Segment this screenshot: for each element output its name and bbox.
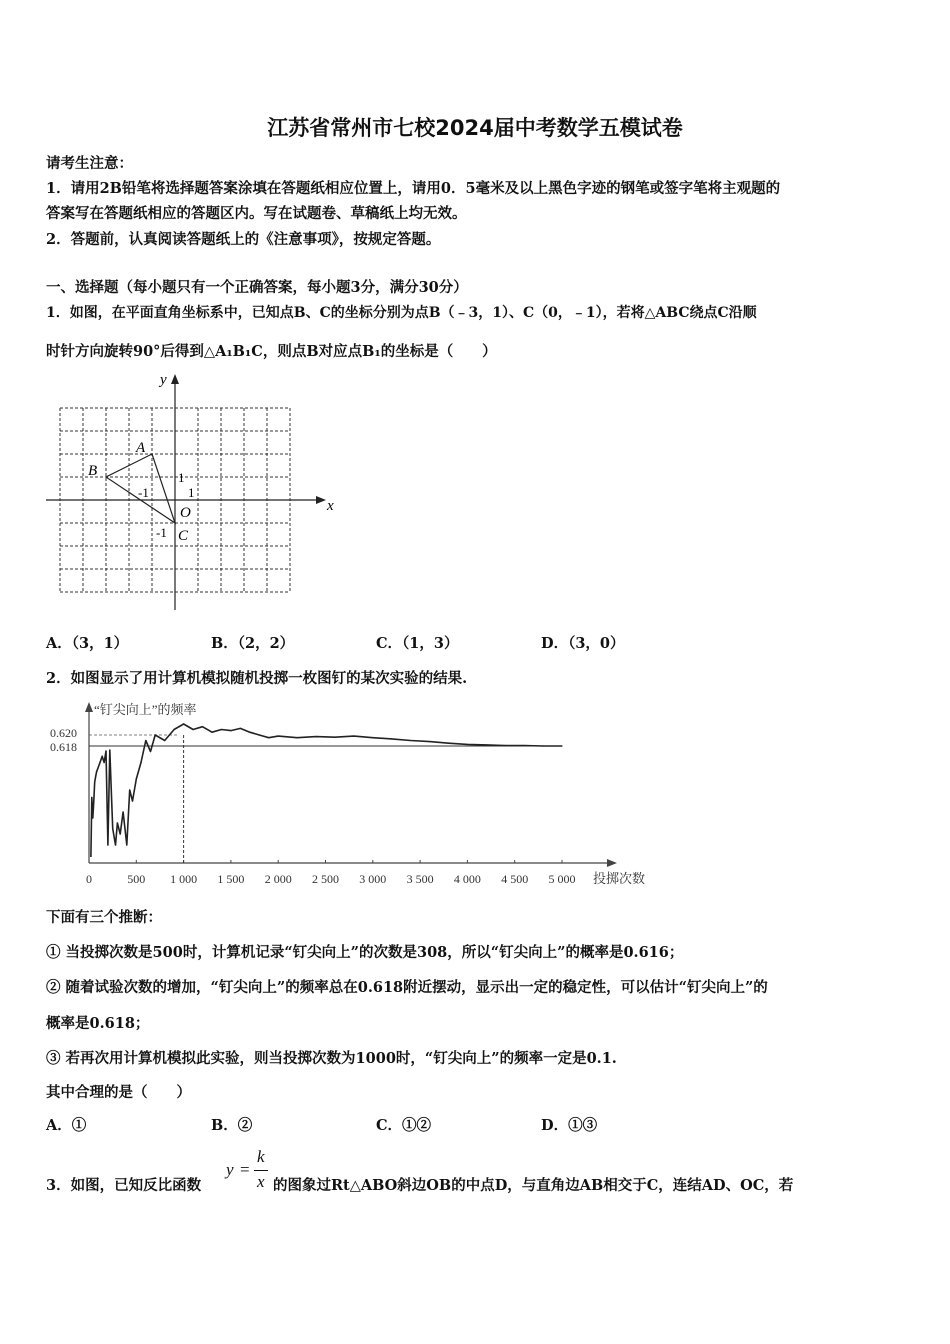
q1-option-c[interactable]: C．（1，3） <box>376 635 459 652</box>
frequency-point <box>120 833 121 834</box>
label-pos1-y: 1 <box>178 470 185 485</box>
formula-k: k <box>257 1147 265 1166</box>
frequency-point <box>372 737 373 738</box>
q2-option-a[interactable]: A．① <box>46 1117 87 1134</box>
frequency-point <box>410 740 411 741</box>
q2-line-1: 2．如图显示了用计算机模拟随机投掷一枚图钉的某次实验的结果. <box>46 670 468 687</box>
frequency-point <box>92 817 93 818</box>
frequency-point <box>334 737 335 738</box>
q2-question: 其中合理的是（ ） <box>46 1084 191 1101</box>
frequency-point <box>448 743 449 744</box>
x-tick-label: 1 000 <box>170 872 198 886</box>
frequency-point <box>112 828 113 829</box>
page-title: 江苏省常州市七校2024届中考数学五模试卷 <box>267 116 683 140</box>
frequency-point <box>140 762 141 763</box>
label-o: O <box>180 505 191 521</box>
frequency-point <box>230 730 231 731</box>
frequency-point <box>249 732 250 733</box>
notice-heading: 请考生注意： <box>46 155 133 172</box>
q1-line-2: 时针方向旋转90°后得到△A₁B₁C，则点B对应点B₁的坐标是（ ） <box>46 343 497 360</box>
q2-subheading: 下面有三个推断： <box>46 909 162 926</box>
frequency-series-line <box>91 724 562 857</box>
x-tick-label: 4 000 <box>453 872 481 886</box>
formula-y: y <box>226 1160 234 1179</box>
frequency-point <box>561 745 562 746</box>
q1-option-a[interactable]: A．（3，1） <box>46 635 129 652</box>
frequency-point <box>315 736 316 737</box>
q2-frequency-chart <box>44 698 659 890</box>
frequency-point <box>486 744 487 745</box>
chart-x-arrow <box>607 859 617 867</box>
q2-option-d[interactable]: D．①③ <box>541 1117 598 1134</box>
frequency-point <box>104 762 105 763</box>
x-tick-label: 1 500 <box>217 872 245 886</box>
frequency-point <box>96 771 97 772</box>
frequency-point <box>93 802 94 803</box>
frequency-point <box>467 744 468 745</box>
label-y: y <box>160 372 167 388</box>
q2-option-c[interactable]: C．①② <box>376 1117 432 1134</box>
label-c: C <box>178 528 189 544</box>
frequency-point <box>100 761 101 762</box>
frequency-point <box>95 776 96 777</box>
q3-suffix: 的图象过Rt△ABO斜边OB的中点D，与直角边AB相交于C，连结AD、OC，若 <box>273 1177 794 1194</box>
frequency-point <box>542 745 543 746</box>
frequency-point <box>126 844 127 845</box>
y-tick-label: 0.618 <box>50 740 77 754</box>
frequency-point <box>136 778 137 779</box>
notice-line-1a: 1．请用2B铅笔将选择题答案涂填在答题纸相应位置上，请用0．5毫米及以上黑色字迹的钢笔或签字笔将主观题的 <box>46 180 781 197</box>
q1-option-b[interactable]: B．（2，2） <box>211 635 295 652</box>
chart-xlabel: 投掷次数 <box>593 871 646 886</box>
frequency-point <box>98 766 99 767</box>
x-tick-label: 3 500 <box>406 872 434 886</box>
frequency-point <box>145 740 146 741</box>
x-tick-label: 500 <box>127 872 146 886</box>
q2-option-b[interactable]: B．② <box>211 1117 253 1134</box>
q1-line-1: 1．如图，在平面直角坐标系中，已知点B、C的坐标分别为点B（﹣3，1）、C（0，﹣1），若将△ABC绕点C沿顺 <box>46 305 757 321</box>
label-pos1-x: 1 <box>188 485 195 500</box>
chart-y-arrow <box>85 702 93 712</box>
label-neg1-y: -1 <box>156 525 167 540</box>
frequency-point <box>353 736 354 737</box>
frequency-point <box>391 738 392 739</box>
frequency-point <box>297 737 298 738</box>
frequency-point <box>429 741 430 742</box>
frequency-point <box>150 751 151 752</box>
frequency-point <box>105 751 106 752</box>
frequency-point <box>129 789 130 790</box>
q1-option-d[interactable]: D．（3，0） <box>541 635 625 652</box>
q2-statement-2a: ② 随着试验次数的增加，“钉尖向上”的频率总在0.618附近摆动，显示出一定的稳定性，可以估计“钉尖向上”的 <box>46 979 768 996</box>
fraction-bar <box>254 1170 268 1171</box>
q3-prefix: 3．如图，已知反比函数 <box>46 1177 202 1194</box>
q2-statement-2b: 概率是0.618； <box>46 1015 150 1032</box>
frequency-point <box>115 844 116 845</box>
frequency-point <box>505 745 506 746</box>
section-heading: 一、选择题（每小题只有一个正确答案，每小题3分，满分30分） <box>46 279 468 296</box>
frequency-point <box>240 728 241 729</box>
frequency-point <box>117 822 118 823</box>
frequency-point <box>202 726 203 727</box>
frequency-point <box>259 734 260 735</box>
frequency-point <box>155 734 156 735</box>
label-a: A <box>136 440 146 456</box>
x-tick-label: 4 500 <box>501 872 529 886</box>
frequency-point <box>94 781 95 782</box>
formula-x: x <box>257 1172 265 1191</box>
x-tick-label: 5 000 <box>548 872 576 886</box>
frequency-point <box>107 844 108 845</box>
label-x: x <box>327 498 334 514</box>
chart-title: “钉尖向上”的频率 <box>94 702 197 717</box>
frequency-point <box>122 811 123 812</box>
y-tick-label: 0.620 <box>50 726 77 740</box>
label-neg1-x: -1 <box>138 485 149 500</box>
formula-equals: = <box>240 1160 250 1179</box>
notice-line-2: 2．答题前，认真阅读答题纸上的《注意事项》，按规定答题。 <box>46 231 441 248</box>
x-tick-label: 2 000 <box>264 872 292 886</box>
label-b: B <box>88 463 98 479</box>
frequency-point <box>524 745 525 746</box>
frequency-point <box>278 736 279 737</box>
x-tick-label: 0 <box>86 872 92 886</box>
frequency-point <box>183 723 184 724</box>
q1-coordinate-figure <box>44 370 344 615</box>
q2-statement-3: ③ 若再次用计算机模拟此实验，则当投掷次数为1000时，“钉尖向上”的频率一定是0.1. <box>46 1050 617 1067</box>
frequency-point <box>221 729 222 730</box>
notice-line-1b: 答案写在答题纸相应的答题区内。写在试题卷、草稿纸上均无效。 <box>46 205 467 222</box>
frequency-point <box>174 729 175 730</box>
x-tick-label: 2 500 <box>312 872 339 886</box>
frequency-point <box>109 750 110 751</box>
x-tick-label: 3 000 <box>359 872 387 886</box>
frequency-point <box>164 740 165 741</box>
frequency-point <box>132 800 133 801</box>
q2-statement-1: ① 当投掷次数是500时，计算机记录“钉尖向上”的次数是308，所以“钉尖向上”的概率是0.616； <box>46 944 684 961</box>
x-axis-arrow <box>316 496 326 504</box>
frequency-point <box>211 732 212 733</box>
frequency-point <box>102 756 103 757</box>
frequency-point <box>268 737 269 738</box>
y-axis-arrow <box>171 374 179 384</box>
frequency-point <box>192 729 193 730</box>
